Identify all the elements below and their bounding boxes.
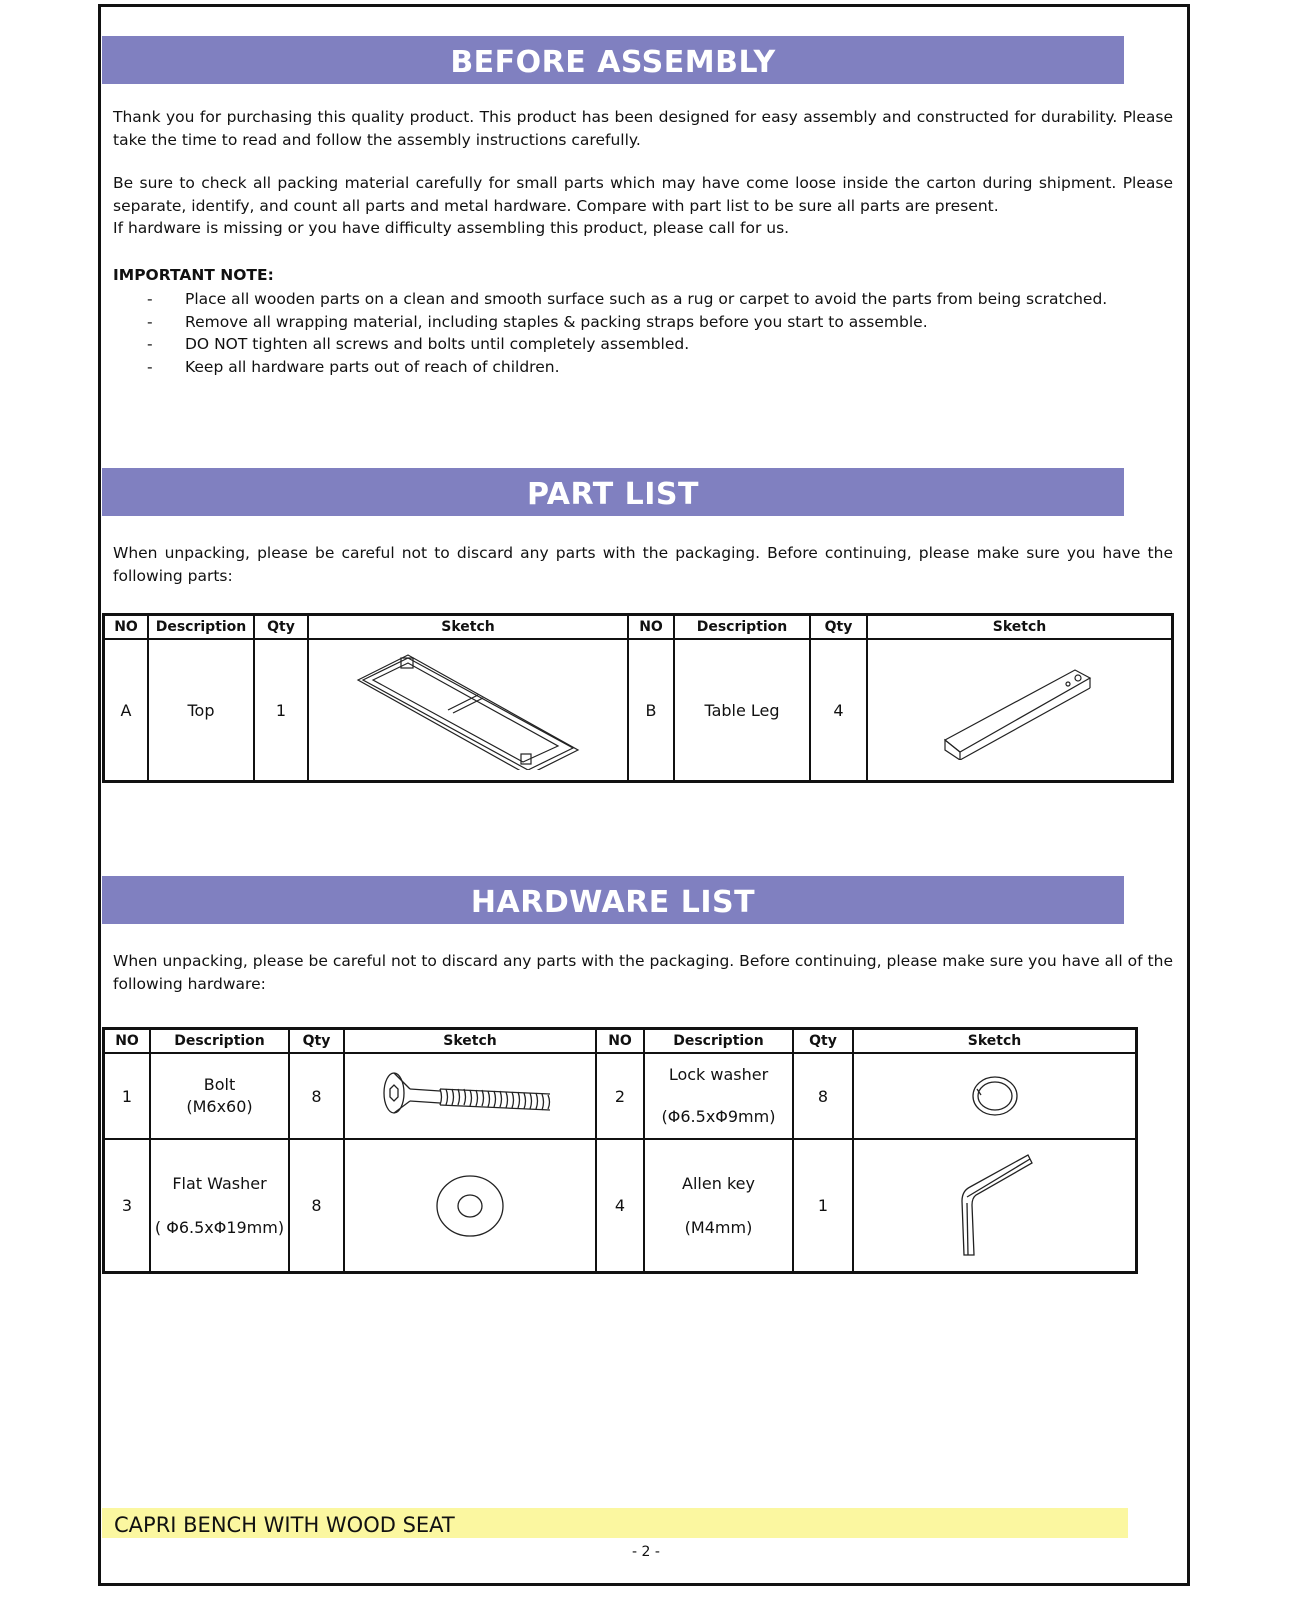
- part-list-intro: When unpacking, please be careful not to discard any parts with the packaging. Before continuing, please make sure you have the following parts:: [113, 544, 1173, 585]
- bolt-sketch-icon: [380, 1071, 560, 1121]
- table-row: [104, 1053, 1137, 1139]
- hardware-no: 1: [104, 1053, 151, 1139]
- note-item: - Place all wooden parts on a clean and smooth surface such as a rug or carpet to avoid the parts from being scratched.: [147, 290, 1108, 308]
- hardware-no: 2: [596, 1053, 644, 1139]
- hardware-description: Lock washer (Φ6.5xΦ9mm): [644, 1053, 793, 1139]
- note-item: - Remove all wrapping material, including staples & packing straps before you start to assemble.: [147, 312, 928, 331]
- col-description: Description: [150, 1029, 289, 1054]
- hardware-list-intro: When unpacking, please be careful not to discard any parts with the packaging. Before continuing, please make sure you have all of the following hardware:: [113, 952, 1173, 993]
- col-sketch: Sketch: [344, 1029, 596, 1054]
- bench-top-sketch: [308, 639, 628, 782]
- important-notes-list: [145, 288, 1107, 378]
- product-name-footer: CAPRI BENCH WITH WOOD SEAT: [102, 1508, 1128, 1538]
- table-header-row: [104, 615, 1173, 640]
- col-no: NO: [628, 615, 674, 640]
- hardware-description: Bolt (M6x60): [150, 1053, 289, 1139]
- col-description: Description: [674, 615, 810, 640]
- col-qty: Qty: [810, 615, 867, 640]
- allen-key-sketch-icon: [950, 1151, 1040, 1261]
- allen-key-sketch: [853, 1139, 1137, 1273]
- col-qty: Qty: [793, 1029, 853, 1054]
- lock-washer-sketch: [853, 1053, 1137, 1139]
- hardware-qty: 8: [289, 1053, 344, 1139]
- col-qty: Qty: [289, 1029, 344, 1054]
- intro-paragraph: [113, 106, 1173, 151]
- lock-washer-sketch-icon: [965, 1071, 1025, 1121]
- note-item: - Keep all hardware parts out of reach of children.: [147, 357, 560, 376]
- part-no: B: [628, 639, 674, 782]
- flat-washer-sketch: [344, 1139, 596, 1273]
- flat-washer-sketch-icon: [430, 1171, 510, 1241]
- packing-paragraph: [113, 172, 1173, 240]
- hardware-qty: 1: [793, 1139, 853, 1273]
- table-row: [104, 1139, 1137, 1273]
- col-no: NO: [104, 615, 149, 640]
- page-border: [98, 4, 1190, 1586]
- col-description: Description: [148, 615, 254, 640]
- col-qty: Qty: [254, 615, 308, 640]
- table-leg-sketch: [867, 639, 1173, 782]
- packing-text: Be sure to check all packing material carefully for small parts which may have come loose inside the carton during shipment. Please separate, identify, and count all parts and metal hardware. Compare with part list to be sure all parts are present.: [113, 174, 1173, 215]
- col-sketch: Sketch: [853, 1029, 1137, 1054]
- hardware-no: 3: [104, 1139, 151, 1273]
- before-assembly-heading: BEFORE ASSEMBLY: [102, 36, 1124, 84]
- col-no: NO: [104, 1029, 151, 1054]
- col-description: Description: [644, 1029, 793, 1054]
- important-note-title: IMPORTANT NOTE:: [113, 266, 274, 284]
- part-list-heading: PART LIST: [102, 468, 1124, 516]
- part-description: Top: [148, 639, 254, 782]
- table-header-row: [104, 1029, 1137, 1054]
- hardware-qty: 8: [289, 1139, 344, 1273]
- hardware-no: 4: [596, 1139, 644, 1273]
- missing-hardware-text: If hardware is missing or you have difficulty assembling this product, please call for us.: [113, 219, 790, 237]
- table-leg-sketch-icon: [940, 660, 1100, 760]
- hardware-list-table: [102, 1027, 1138, 1274]
- note-item: - DO NOT tighten all screws and bolts until completely assembled.: [147, 335, 690, 353]
- part-list-table: [102, 613, 1174, 783]
- intro-text: Thank you for purchasing this quality product. This product has been designed for easy assembly and constructed for durability. Please take the time to read and follow the assembly instructions carefully.: [113, 108, 1173, 149]
- col-no: NO: [596, 1029, 644, 1054]
- part-qty: 1: [254, 639, 308, 782]
- col-sketch: Sketch: [867, 615, 1173, 640]
- col-sketch: Sketch: [308, 615, 628, 640]
- part-description: Table Leg: [674, 639, 810, 782]
- hardware-list-heading: HARDWARE LIST: [102, 876, 1124, 924]
- page-number: - 2 -: [632, 1544, 660, 1560]
- part-no: A: [104, 639, 149, 782]
- hardware-description: Flat Washer ( Φ6.5xΦ19mm): [150, 1139, 289, 1273]
- hardware-description: Allen key (M4mm): [644, 1139, 793, 1273]
- part-qty: 4: [810, 639, 867, 782]
- table-row: [104, 639, 1173, 782]
- hardware-qty: 8: [793, 1053, 853, 1139]
- bolt-sketch: [344, 1053, 596, 1139]
- bench-top-sketch-icon: [353, 650, 583, 770]
